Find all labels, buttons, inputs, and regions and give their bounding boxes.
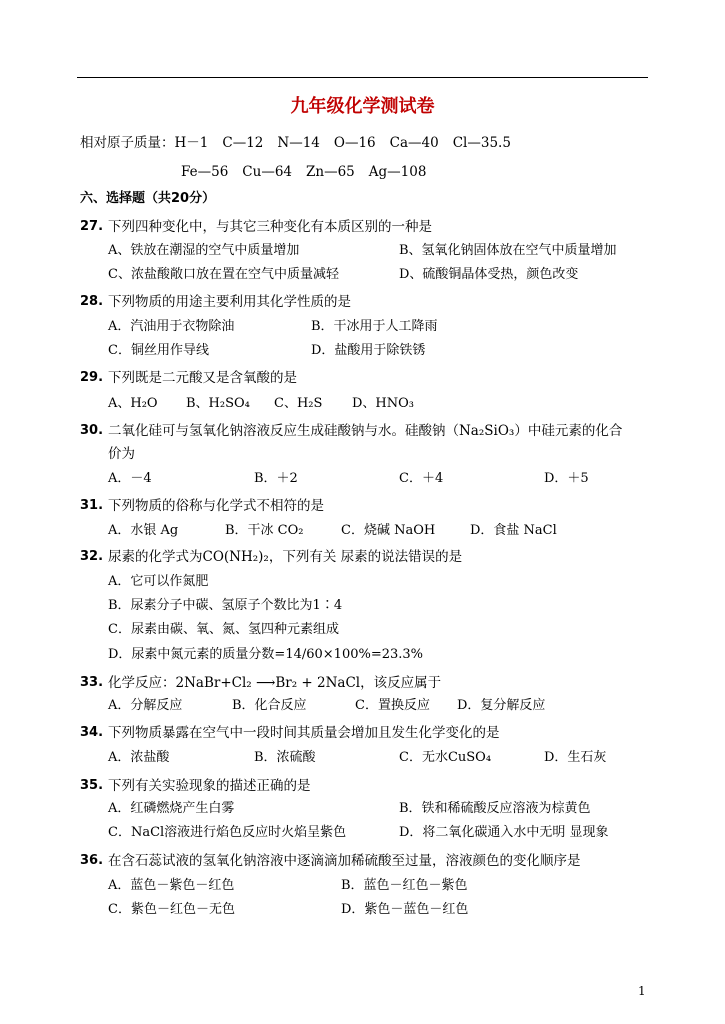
option-d: D．食盐 NaCl [470,523,557,538]
atomic-mass-label: 相对原子质量： [80,135,175,151]
question-text: 下列既是二元酸又是含氧酸的是 [108,370,297,386]
option-d: D．生石灰 [544,750,607,765]
option-b: B．铁和稀硫酸反应溶液为棕黄色 [399,801,591,816]
question-text: 下列有关实验现象的描述正确的是 [108,778,311,794]
mass-item: H－1 [174,135,209,151]
question-number: 34. [80,725,104,740]
question-text-continued: 价为 [108,446,135,462]
question-text: 尿素的化学式为CO(NH₂)₂，下列有关 尿素的说法错误的是 [108,549,463,565]
option-b: B、H₂SO₄ [186,396,250,411]
question-number: 33. [80,675,104,690]
option-c: C．烧碱 NaOH [341,523,436,538]
mass-item: Cu—64 [242,164,292,180]
question-number: 32. [80,549,104,564]
option-a: A、铁放在潮湿的空气中质量增加 [108,243,300,258]
mass-item: Ag—108 [368,164,427,180]
option-c: C．尿素由碳、氧、氮、氢四种元素组成 [108,622,339,637]
option-a: A．浓盐酸 [108,750,170,765]
page-title: 九年级化学测试卷 [290,96,435,117]
option-a: A．它可以作氮肥 [108,574,209,589]
question-text: 在含石蕊试液的氢氧化钠溶液中逐滴滴加稀硫酸至过量，溶液颜色的变化顺序是 [108,853,581,869]
question-number: 29. [80,370,104,385]
option-a: A．红磷燃烧产生白雾 [108,801,235,816]
atomic-mass-row-1 [80,133,525,153]
mass-item: Ca—40 [389,135,439,151]
option-c: C、H₂S [274,396,323,411]
question-text: 下列物质的用途主要利用其化学性质的是 [108,294,351,310]
question-number: 35. [80,778,104,793]
option-b: B、氢氧化钠固体放在空气中质量增加 [399,243,617,258]
question-number: 36. [80,853,104,868]
option-a: A．蓝色－紫色－红色 [108,878,235,893]
option-c: C、浓盐酸敞口放在置在空气中质量减轻 [108,267,339,282]
option-a: A．水银 Ag [108,523,179,538]
option-b: B．浓硫酸 [254,750,316,765]
option-c: C．置换反应 [355,698,430,713]
option-d: D．紫色－蓝色－红色 [341,902,469,917]
option-b: B．干冰 CO₂ [225,523,304,538]
option-b: B．尿素分子中碳、氢原子个数比为1∶4 [108,598,343,613]
option-c: C．紫色－红色－无色 [108,902,235,917]
option-b: B．＋2 [254,471,298,486]
option-c: C．NaCl溶液进行焰色反应时火焰呈紫色 [108,825,347,840]
option-b: B．干冰用于人工降雨 [311,319,438,334]
option-d: D、HNO₃ [352,396,415,411]
option-d: D．尿素中氮元素的质量分数=14/60×100%=23.3% [108,647,424,662]
option-b: B．化合反应 [232,698,307,713]
option-a: A、H₂O [108,396,158,411]
header-rule [77,77,648,78]
mass-item: Zn—65 [306,164,355,180]
mass-item: N—14 [277,135,320,151]
option-b: B．蓝色－红色－紫色 [341,878,468,893]
mass-item: O—16 [333,135,376,151]
option-d: D．＋5 [544,471,589,486]
option-c: C．无水CuSO₄ [399,750,492,765]
option-d: D．复分解反应 [457,698,546,713]
option-d: D．盐酸用于除铁锈 [311,343,426,358]
question-text: 化学反应：2NaBr+Cl₂ ⟶Br₂ + 2NaCl，该反应属于 [108,675,442,691]
section-heading: 六、选择题（共20分） [80,191,216,206]
mass-item: Cl—35.5 [452,135,511,151]
question-number: 31. [80,498,104,513]
question-number: 28. [80,294,104,309]
question-text: 下列物质暴露在空气中一段时间其质量会增加且发生化学变化的是 [108,725,500,741]
page-number: 1 [638,984,646,998]
question-number: 27. [80,219,104,234]
atomic-mass-row-2 [181,162,440,182]
option-c: C．铜丝用作导线 [108,343,209,358]
option-a: A．汽油用于衣物除油 [108,319,235,334]
option-d: D、硫酸铜晶体受热，颜色改变 [399,267,579,282]
mass-item: C—12 [222,135,264,151]
option-a: A．分解反应 [108,698,183,713]
question-text: 下列物质的俗称与化学式不相符的是 [108,498,324,514]
option-a: A．－4 [108,471,152,486]
option-c: C．＋4 [399,471,444,486]
option-d: D．将二氧化碳通入水中无明 显现象 [399,825,609,840]
mass-item: Fe—56 [181,164,229,180]
question-text: 下列四种变化中，与其它三种变化有本质区别的一种是 [108,219,432,235]
question-number: 30. [80,423,104,438]
question-text: 二氧化硅可与氢氧化钠溶液反应生成硅酸钠与水。硅酸钠（Na₂SiO₃）中硅元素的化合 [108,423,623,439]
